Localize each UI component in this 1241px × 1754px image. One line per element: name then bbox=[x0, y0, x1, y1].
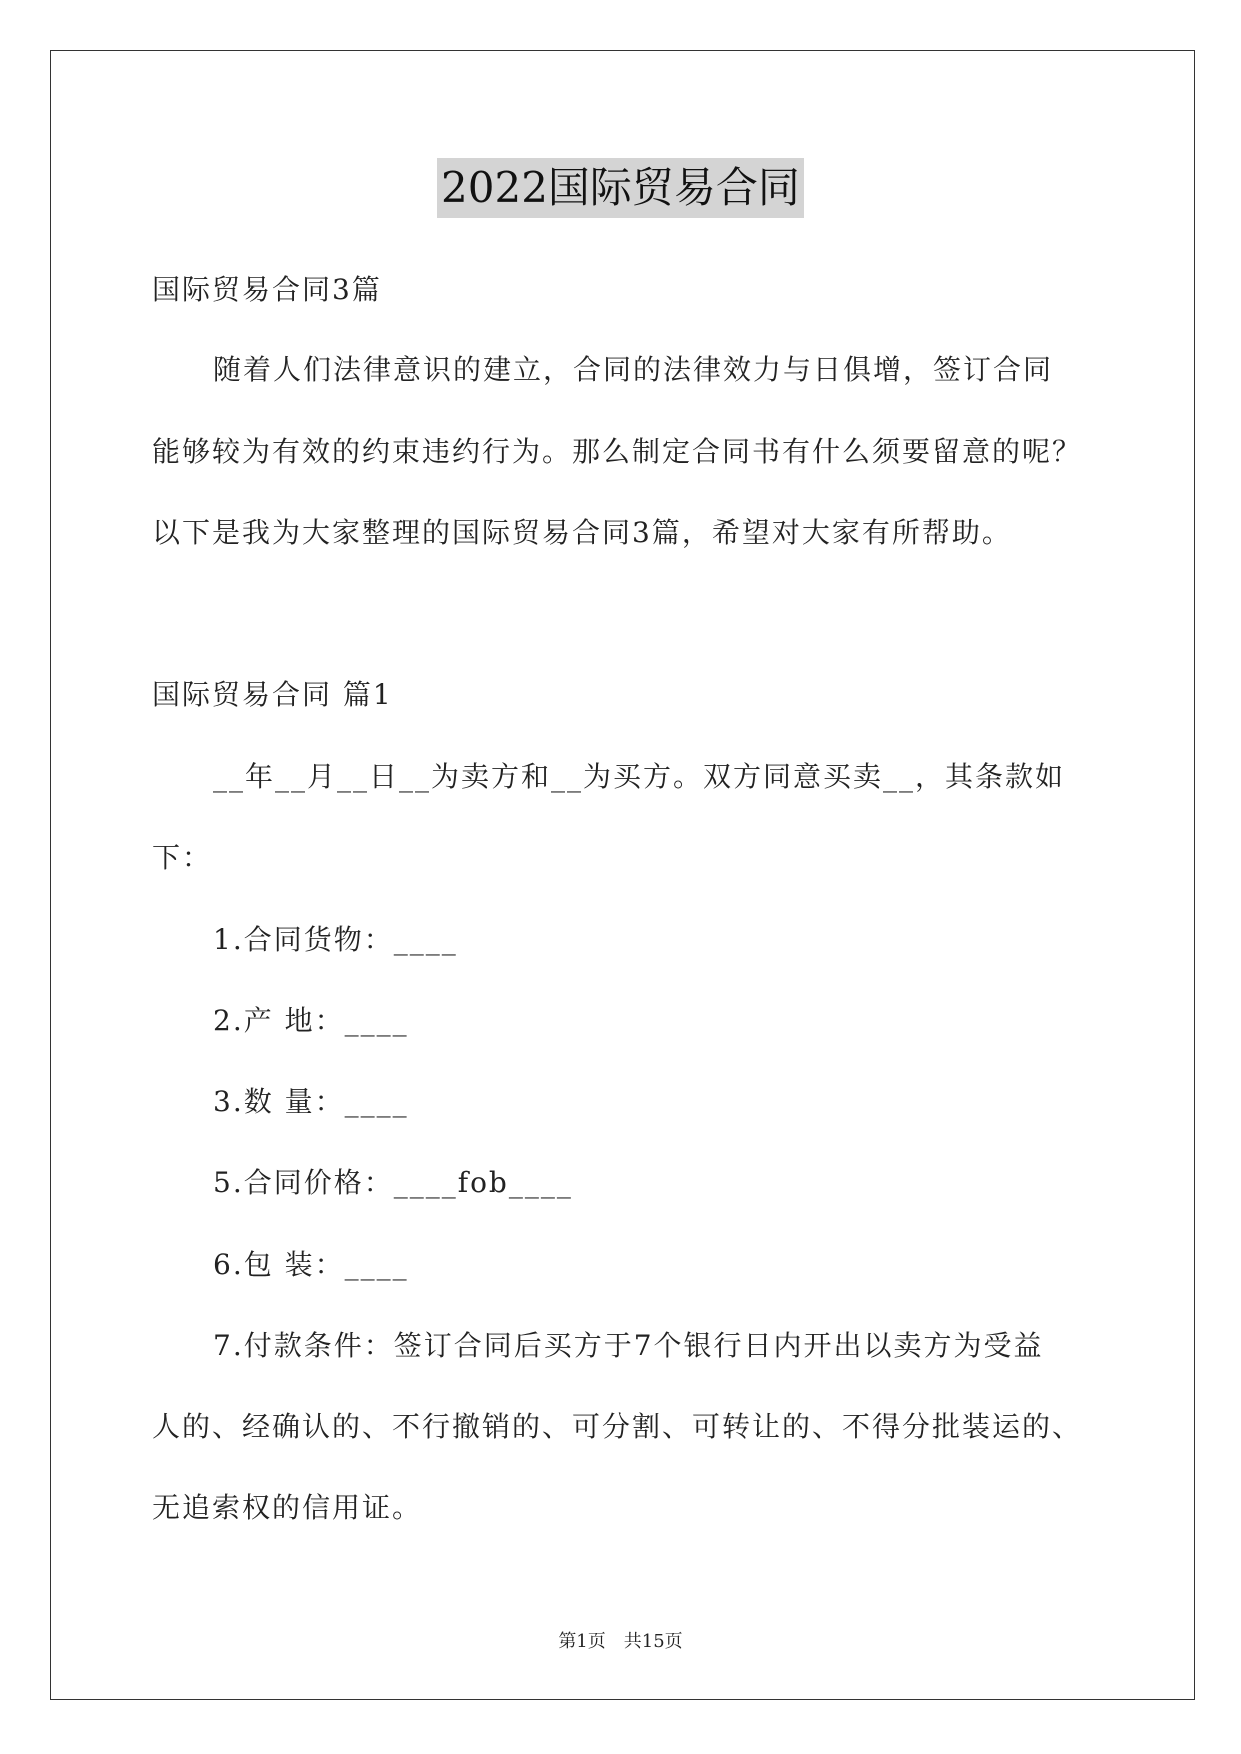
paragraph-line: 下： bbox=[152, 841, 213, 874]
clause-item: 7.付款条件：签订合同后买方于7个银行日内开出以卖方为受益 bbox=[213, 1329, 1044, 1362]
paragraph-line: 人的、经确认的、不行撤销的、可分割、可转让的、不得分批装运的、 bbox=[152, 1410, 1083, 1443]
page-footer: 第1页 共15页 bbox=[558, 1631, 683, 1652]
paragraph-line: 以下是我为大家整理的国际贸易合同3篇，希望对大家有所帮助。 bbox=[152, 516, 1012, 549]
clause-item: 2.产 地：____ bbox=[213, 1004, 409, 1037]
clause-item: 1.合同货物：____ bbox=[213, 923, 458, 956]
clause-item: 5.合同价格：____fob____ bbox=[213, 1166, 573, 1199]
document-title: 2022国际贸易合同 bbox=[437, 158, 804, 218]
paragraph-line: __年__月__日__为卖方和__为买方。双方同意买卖__，其条款如 bbox=[213, 760, 1066, 793]
clause-item: 6.包 装：____ bbox=[213, 1248, 409, 1281]
paragraph-line: 能够较为有效的约束违约行为。那么制定合同书有什么须要留意的呢？ bbox=[152, 435, 1083, 468]
title-container bbox=[0, 158, 1241, 218]
clause-item: 3.数 量：____ bbox=[213, 1085, 409, 1118]
subtitle: 国际贸易合同3篇 bbox=[152, 273, 382, 306]
paragraph-line: 随着人们法律意识的建立，合同的法律效力与日俱增，签订合同 bbox=[213, 353, 1054, 386]
section-heading: 国际贸易合同 篇1 bbox=[152, 678, 393, 711]
paragraph-line: 无追索权的信用证。 bbox=[152, 1491, 423, 1524]
